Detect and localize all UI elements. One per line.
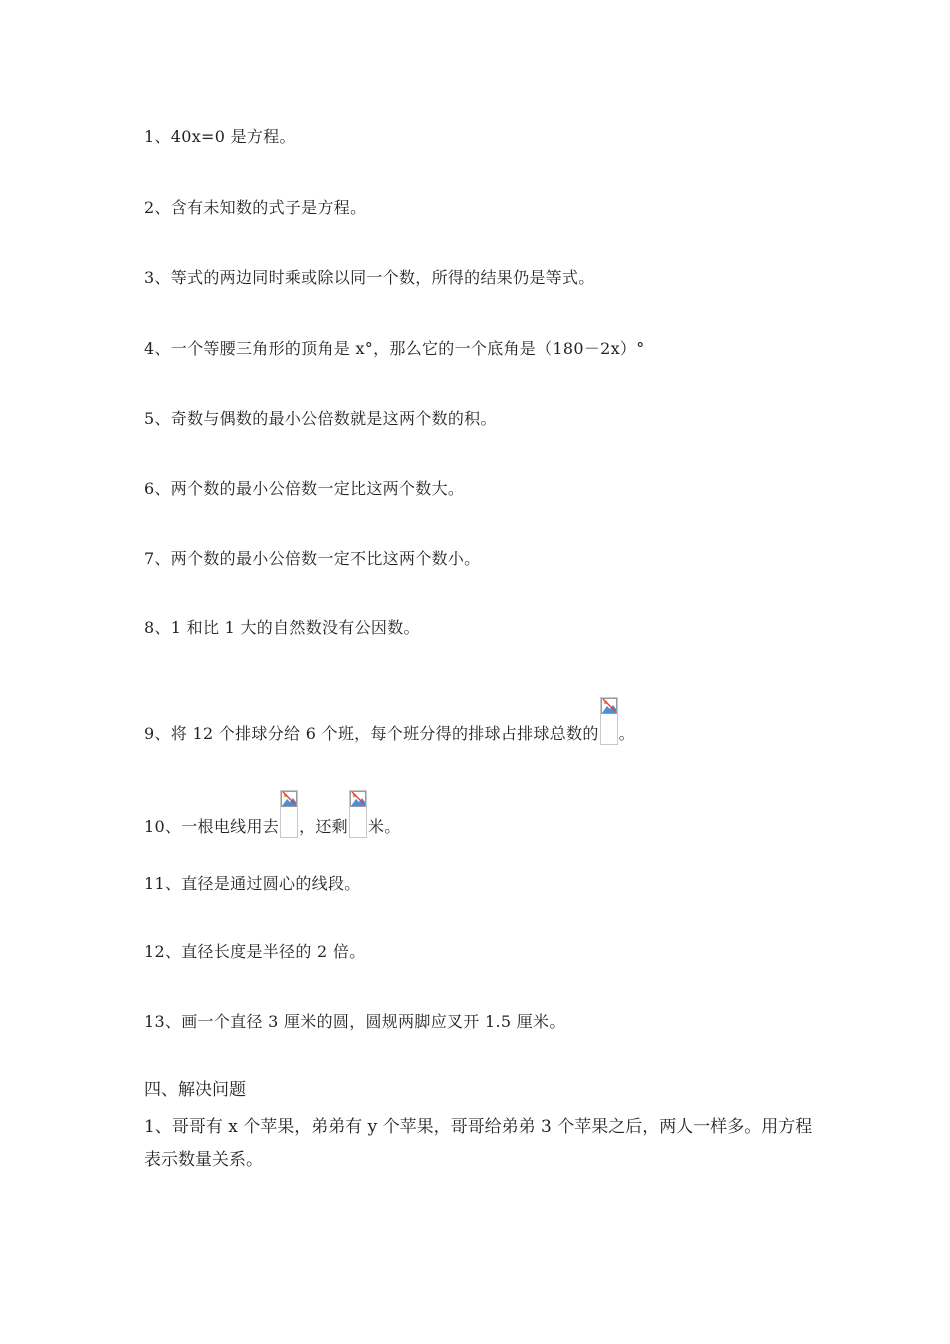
statement-9 bbox=[144, 697, 635, 745]
broken-image-glyph bbox=[281, 791, 297, 807]
statement-10 bbox=[144, 790, 401, 838]
statement-4: 4、一个等腰三角形的顶角是 x°，那么它的一个底角是（180－2x）° bbox=[144, 339, 645, 358]
statement-1: 1、40x=0 是方程。 bbox=[144, 127, 296, 146]
statement-8: 8、1 和比 1 大的自然数没有公因数。 bbox=[144, 618, 420, 637]
statement-9-end: 。 bbox=[618, 724, 635, 743]
broken-image-icon bbox=[280, 790, 298, 838]
statement-6: 6、两个数的最小公倍数一定比这两个数大。 bbox=[144, 479, 465, 498]
statement-11: 11、直径是通过圆心的线段。 bbox=[144, 874, 361, 893]
section-heading: 四、解决问题 bbox=[144, 1080, 246, 1100]
broken-image-glyph bbox=[350, 791, 366, 807]
statement-10-part3: 米。 bbox=[367, 817, 401, 836]
statement-12: 12、直径长度是半径的 2 倍。 bbox=[144, 942, 366, 961]
statement-3: 3、等式的两边同时乘或除以同一个数，所得的结果仍是等式。 bbox=[144, 268, 595, 287]
statement-5: 5、奇数与偶数的最小公倍数就是这两个数的积。 bbox=[144, 409, 497, 428]
broken-image-icon bbox=[600, 697, 618, 745]
statement-10-part1: 10、一根电线用去 bbox=[144, 817, 280, 836]
broken-image-icon bbox=[349, 790, 367, 838]
statement-10-part2: ，还剩 bbox=[299, 817, 348, 836]
broken-image-glyph bbox=[601, 698, 617, 714]
statement-2: 2、含有未知数的式子是方程。 bbox=[144, 198, 367, 217]
word-problem-1: 1、哥哥有 x 个苹果，弟弟有 y 个苹果，哥哥给弟弟 3 个苹果之后，两人一样多。用方程表示数量关系。 bbox=[144, 1117, 813, 1170]
statement-9-text: 9、将 12 个排球分给 6 个班，每个班分得的排球占排球总数的 bbox=[144, 724, 599, 743]
statement-13: 13、画一个直径 3 厘米的圆，圆规两脚应叉开 1.5 厘米。 bbox=[144, 1012, 566, 1031]
statement-7: 7、两个数的最小公倍数一定不比这两个数小。 bbox=[144, 549, 481, 568]
